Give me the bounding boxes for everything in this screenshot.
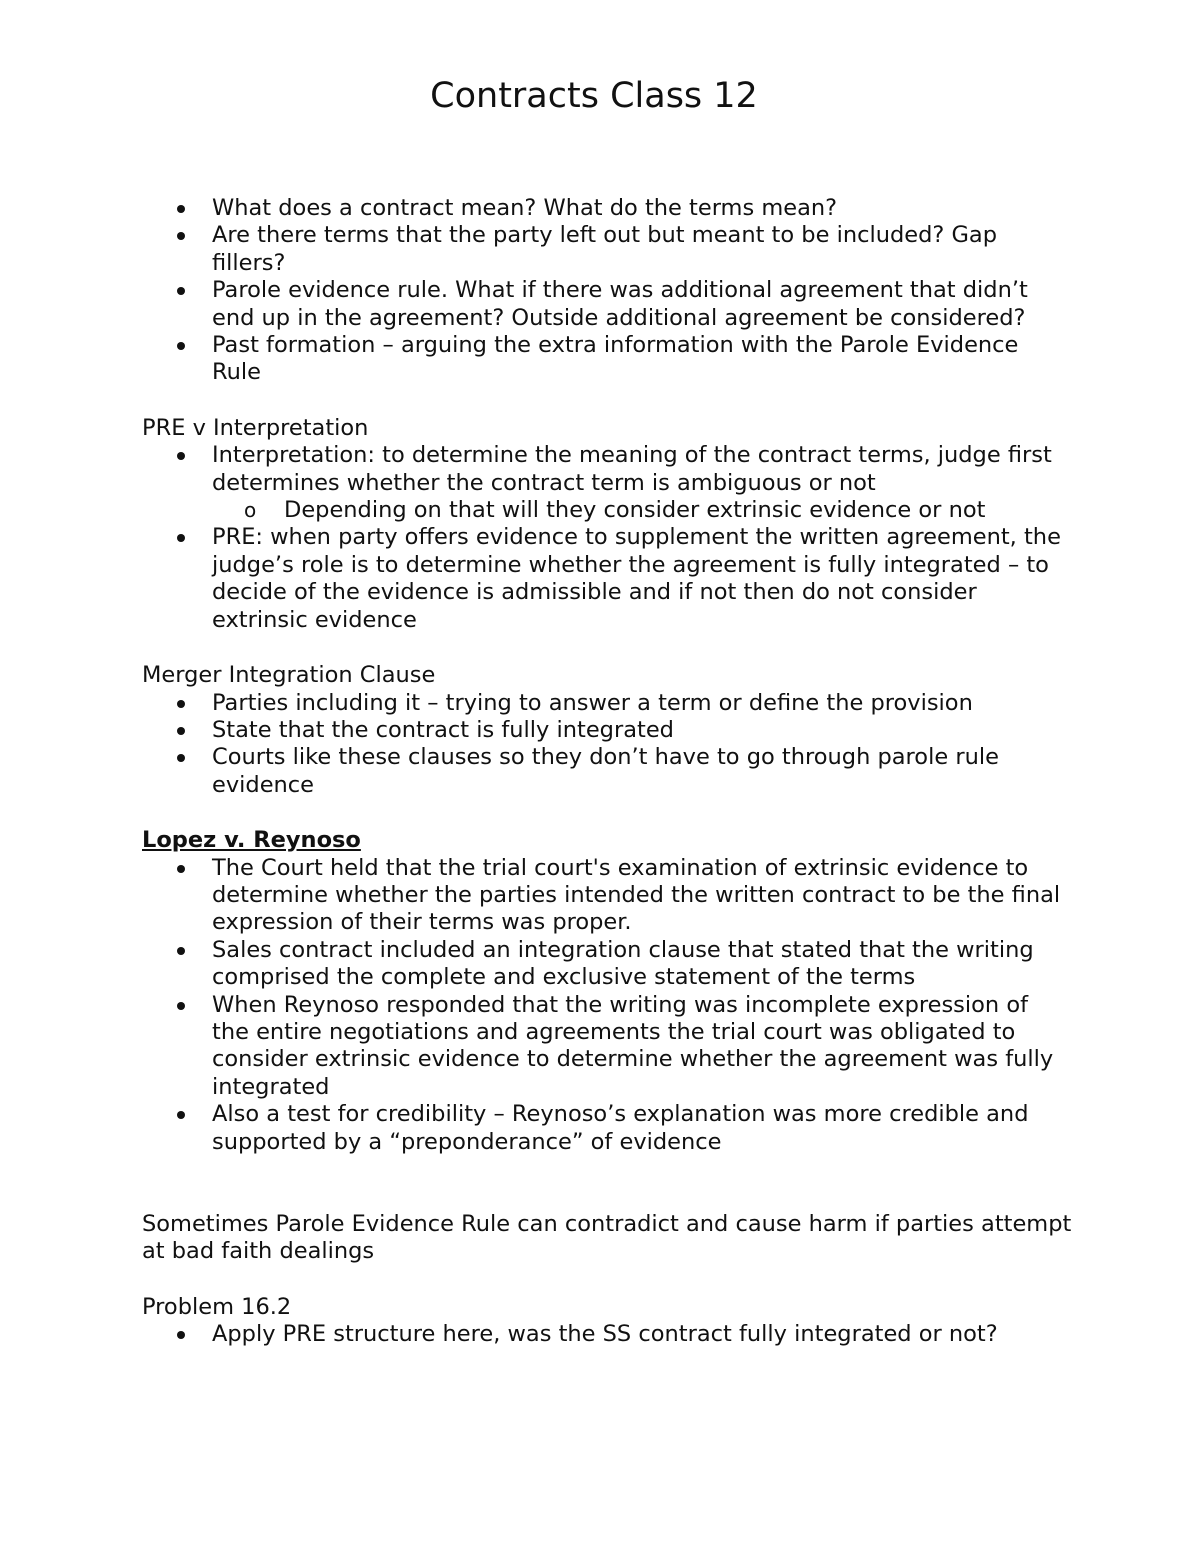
intro-list (142, 195, 1072, 387)
document-title: Contracts Class 12 (430, 76, 758, 116)
list-item: What does a contract mean? What do the terms mean? (142, 195, 1072, 222)
list-item: State that the contract is fully integrated (142, 717, 1072, 744)
lopez-list (142, 855, 1072, 1156)
spacer (142, 1156, 1072, 1211)
problem-list (142, 1321, 1072, 1348)
list-item: Sales contract included an integration clause that stated that the writing comprised the complete and exclusive statement of the terms (142, 937, 1072, 992)
list-item: Also a test for credibility – Reynoso’s explanation was more credible and supported by a “preponderance” of evidence (142, 1101, 1072, 1156)
section-heading-merger: Merger Integration Clause (142, 662, 436, 689)
merger-list (142, 690, 1072, 800)
list-item: Courts like these clauses so they don’t have to go through parole rule evidence (142, 744, 1072, 799)
list-item: Past formation – arguing the extra information with the Parole Evidence Rule (142, 332, 1072, 387)
spacer (142, 1266, 1072, 1294)
spacer (142, 387, 1072, 415)
list-item: When Reynoso responded that the writing was incomplete expression of the entire negotiations and agreements the trial court was obligated to consider extrinsic evidence to determine whether the agreement was fully integrated (142, 992, 1072, 1102)
list-item-text: Interpretation: to determine the meaning of the contract terms, judge first determines whether the contract term is ambiguous or not (212, 442, 1052, 496)
document-body (142, 195, 1072, 1349)
list-item: Parole evidence rule. What if there was additional agreement that didn’t end up in the agreement? Outside additional agreement be considered? (142, 277, 1072, 332)
list-item: The Court held that the trial court's examination of extrinsic evidence to determine whether the parties intended the written contract to be the final expression of their terms was proper. (142, 855, 1072, 937)
list-item: Apply PRE structure here, was the SS contract fully integrated or not? (142, 1321, 1072, 1348)
list-item: PRE: when party offers evidence to supplement the written agreement, the judge’s role is to determine whether the agreement is fully integrated – to decide of the evidence is admissible and if not then do not consider extrinsic evidence (142, 524, 1072, 634)
spacer (142, 799, 1072, 827)
list-item (142, 442, 1072, 524)
pre-list (142, 442, 1072, 634)
sub-list (212, 497, 1072, 524)
spacer (142, 634, 1072, 662)
case-heading-lopez: Lopez v. Reynoso (142, 827, 361, 854)
section-heading-problem: Problem 16.2 (142, 1293, 292, 1320)
list-item: Are there terms that the party left out but meant to be included? Gap fillers? (142, 222, 1072, 277)
sub-list-item: o Depending on that will they consider extrinsic evidence or not (212, 497, 1072, 524)
section-heading-pre: PRE v Interpretation (142, 414, 369, 441)
list-item: Parties including it – trying to answer a term or define the provision (142, 690, 1072, 717)
note-paragraph: Sometimes Parole Evidence Rule can contradict and cause harm if parties attempt at bad faith dealings (142, 1211, 1072, 1265)
